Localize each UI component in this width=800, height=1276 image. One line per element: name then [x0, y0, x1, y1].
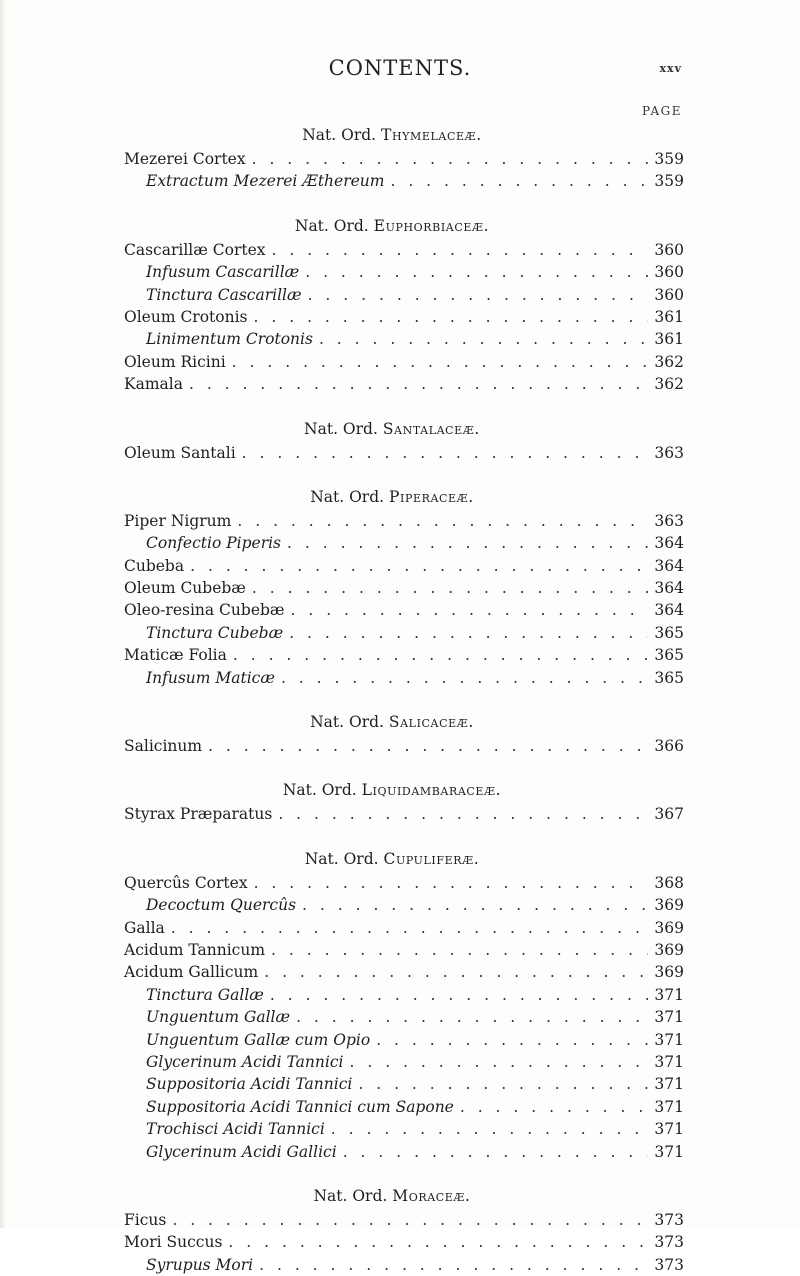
entry-title: Suppositoria Acidi Tannici cum Sapone	[146, 1097, 454, 1116]
section-heading	[124, 213, 684, 239]
entry-page-number: 364	[654, 579, 684, 598]
contents-entry[interactable]	[124, 917, 684, 939]
entry-title: Syrupus Mori	[146, 1255, 254, 1274]
section-heading-prefix: Nat. Ord.	[294, 216, 369, 235]
dot-leader	[331, 1118, 648, 1140]
contents-entry[interactable]	[124, 555, 684, 577]
section-heading	[124, 416, 684, 442]
page-column-label: PAGE	[642, 104, 682, 118]
section-heading-order: Thymelaceæ.	[381, 126, 482, 144]
dot-leader	[349, 1051, 648, 1073]
section-heading	[124, 846, 684, 872]
section-heading-prefix: Nat. Ord.	[304, 849, 379, 868]
contents-list	[124, 116, 684, 1276]
contents-entry[interactable]	[124, 803, 684, 825]
section-heading-order: Piperaceæ.	[388, 487, 474, 506]
section-heading-prefix: Nat. Ord.	[310, 713, 384, 732]
entry-page-number: 373	[654, 1255, 684, 1274]
entry-page-number: 369	[654, 940, 684, 959]
entry-title: Galla	[124, 918, 165, 937]
entry-title: Quercûs Cortex	[124, 873, 248, 892]
dot-leader	[390, 170, 648, 192]
entry-title: Extractum Mezerei Æthereum	[146, 172, 385, 191]
contents-section	[124, 757, 684, 825]
contents-entry[interactable]	[124, 1096, 684, 1118]
entry-title: Ficus	[124, 1210, 167, 1229]
entry-page-number: 365	[654, 623, 684, 642]
section-heading	[124, 777, 684, 803]
dot-leader	[270, 984, 648, 1006]
contents-entry[interactable]	[124, 984, 684, 1006]
entry-page-number: 365	[654, 668, 684, 687]
contents-entry[interactable]	[124, 261, 684, 283]
dot-leader	[233, 644, 648, 666]
entry-page-number: 365	[654, 646, 684, 665]
entry-title: Glycerinum Acidi Tannici	[146, 1052, 344, 1071]
entry-page-number: 371	[654, 985, 684, 1004]
section-heading	[124, 484, 684, 510]
contents-section	[124, 396, 684, 464]
section-spacer	[124, 689, 684, 703]
section-heading-prefix: Nat. Ord.	[302, 126, 377, 144]
entry-title: Tinctura Gallæ	[146, 985, 264, 1004]
entry-title: Cascarillæ Cortex	[124, 240, 266, 259]
entry-title: Oleum Santali	[124, 443, 236, 462]
contents-entry[interactable]	[124, 306, 684, 328]
dot-leader	[289, 622, 648, 644]
section-heading-prefix: Nat. Ord.	[313, 1186, 388, 1205]
entry-title: Oleum Ricini	[124, 352, 226, 371]
dot-leader	[281, 667, 648, 689]
entry-page-number: 369	[654, 896, 684, 915]
contents-entry[interactable]	[124, 510, 684, 532]
section-spacer	[124, 396, 684, 410]
entry-title: Piper Nigrum	[124, 511, 232, 530]
dot-leader	[254, 306, 648, 328]
entry-page-number: 364	[654, 556, 684, 575]
entry-page-number: 361	[654, 330, 684, 349]
contents-entry[interactable]	[124, 735, 684, 757]
contents-entry[interactable]	[124, 532, 684, 554]
dot-leader	[237, 510, 648, 532]
dot-leader	[319, 328, 648, 350]
section-heading-prefix: Nat. Ord.	[304, 419, 378, 438]
contents-entry[interactable]	[124, 872, 684, 894]
contents-entry[interactable]	[124, 148, 684, 170]
dot-leader	[252, 577, 648, 599]
page-binding-shadow	[0, 0, 6, 1228]
entry-page-number: 360	[654, 285, 684, 304]
section-heading	[124, 709, 684, 735]
dot-leader	[171, 917, 648, 939]
contents-section	[124, 689, 684, 757]
running-head-title: CONTENTS.	[328, 56, 472, 80]
dot-leader	[278, 803, 648, 825]
contents-entry[interactable]	[124, 894, 684, 916]
dot-leader	[272, 239, 649, 261]
entry-page-number: 369	[654, 918, 684, 937]
entry-title: Oleum Crotonis	[124, 307, 248, 326]
entry-page-number: 371	[654, 1008, 684, 1027]
dot-leader	[460, 1096, 648, 1118]
entry-page-number: 362	[654, 375, 684, 394]
entry-page-number: 362	[654, 352, 684, 371]
entry-title: Maticæ Folia	[124, 646, 227, 665]
dot-leader	[376, 1029, 648, 1051]
entry-title: Styrax Præparatus	[124, 805, 273, 824]
dot-leader	[308, 284, 648, 306]
section-spacer	[124, 464, 684, 478]
contents-entry[interactable]	[124, 442, 684, 464]
entry-title: Acidum Gallicum	[124, 963, 259, 982]
entry-page-number: 360	[654, 240, 684, 259]
section-heading-order: Santalaceæ.	[382, 419, 480, 438]
entry-title: Trochisci Acidi Tannici	[146, 1120, 325, 1139]
dot-leader	[252, 148, 648, 170]
contents-entry[interactable]	[124, 644, 684, 666]
contents-section	[124, 122, 684, 193]
entry-title: Infusum Cascarillæ	[146, 263, 300, 282]
dot-leader	[343, 1141, 648, 1163]
contents-entry[interactable]	[124, 284, 684, 306]
contents-entry[interactable]	[124, 239, 684, 261]
entry-title: Unguentum Gallæ	[146, 1008, 291, 1027]
dot-leader	[296, 1006, 648, 1028]
entry-title: Infusum Maticæ	[146, 668, 275, 687]
contents-section	[124, 1163, 684, 1276]
entry-page-number: 359	[654, 172, 684, 191]
contents-entry[interactable]	[124, 599, 684, 621]
entry-page-number: 368	[654, 873, 684, 892]
contents-entry[interactable]	[124, 1141, 684, 1163]
entry-page-number: 366	[654, 737, 684, 756]
contents-entry[interactable]	[124, 328, 684, 350]
entry-page-number: 371	[654, 1075, 684, 1094]
contents-entry[interactable]	[124, 1029, 684, 1051]
contents-entry[interactable]	[124, 373, 684, 395]
entry-title: Mezerei Cortex	[124, 150, 246, 168]
contents-entry[interactable]	[124, 939, 684, 961]
section-spacer	[124, 193, 684, 207]
entry-page-number: 371	[654, 1097, 684, 1116]
entry-title: Confectio Piperis	[146, 534, 282, 553]
entry-title: Cubeba	[124, 556, 185, 575]
dot-leader	[189, 373, 648, 395]
contents-entry[interactable]	[124, 1231, 684, 1253]
section-heading-order: Liquidambaraceæ.	[361, 781, 502, 800]
page-number: xxv	[659, 62, 682, 75]
contents-entry[interactable]	[124, 577, 684, 599]
dot-leader	[264, 961, 648, 983]
dot-leader	[242, 442, 648, 464]
section-spacer	[124, 757, 684, 771]
section-heading	[124, 122, 684, 148]
entry-title: Linimentum Crotonis	[146, 330, 313, 349]
entry-title: Kamala	[124, 375, 183, 394]
contents-entry[interactable]	[124, 1254, 684, 1276]
contents-entry[interactable]	[124, 1118, 684, 1140]
section-spacer	[124, 826, 684, 840]
contents-entry[interactable]	[124, 622, 684, 644]
contents-entry[interactable]	[124, 961, 684, 983]
contents-section	[124, 826, 684, 1163]
section-heading-order: Salicaceæ.	[388, 713, 474, 732]
entry-title: Unguentum Gallæ cum Opio	[146, 1030, 371, 1049]
contents-entry[interactable]	[124, 1051, 684, 1073]
entry-page-number: 367	[654, 805, 684, 824]
section-heading-order: Moraceæ.	[392, 1186, 471, 1205]
section-heading-prefix: Nat. Ord.	[282, 781, 357, 800]
entry-title: Decoctum Quercûs	[146, 896, 297, 915]
entry-page-number: 359	[654, 150, 684, 168]
section-heading	[124, 1183, 684, 1209]
entry-title: Salicinum	[124, 737, 203, 756]
entry-page-number: 373	[654, 1233, 684, 1252]
entry-title: Acidum Tannicum	[124, 940, 266, 959]
entry-page-number: 361	[654, 307, 684, 326]
contents-entry[interactable]	[124, 351, 684, 373]
entry-title: Oleo-resina Cubebæ	[124, 601, 285, 620]
entry-title: Oleum Cubebæ	[124, 579, 246, 598]
entry-page-number: 371	[654, 1120, 684, 1139]
contents-entry[interactable]	[124, 667, 684, 689]
entry-page-number: 369	[654, 963, 684, 982]
dot-leader	[228, 1231, 648, 1253]
contents-entry[interactable]	[124, 1073, 684, 1095]
entry-page-number: 373	[654, 1210, 684, 1229]
section-heading-prefix: Nat. Ord.	[310, 487, 385, 506]
dot-leader	[259, 1254, 648, 1276]
entry-page-number: 364	[654, 601, 684, 620]
dot-leader	[287, 532, 648, 554]
dot-leader	[290, 599, 648, 621]
entry-page-number: 364	[654, 534, 684, 553]
entry-title: Glycerinum Acidi Gallici	[146, 1142, 337, 1161]
entry-page-number: 371	[654, 1052, 684, 1071]
dot-leader	[358, 1073, 648, 1095]
contents-section	[124, 193, 684, 396]
dot-leader	[208, 735, 648, 757]
entry-title: Suppositoria Acidi Tannici	[146, 1075, 353, 1094]
section-heading-order: Euphorbiaceæ.	[373, 216, 490, 235]
dot-leader	[254, 872, 648, 894]
dot-leader	[271, 939, 648, 961]
entry-page-number: 371	[654, 1142, 684, 1161]
entry-title: Mori Succus	[124, 1233, 223, 1252]
contents-entry[interactable]	[124, 1006, 684, 1028]
entry-page-number: 360	[654, 263, 684, 282]
dot-leader	[302, 894, 648, 916]
section-heading-order: Cupuliferæ.	[383, 849, 480, 868]
contents-section	[124, 464, 684, 689]
entry-page-number: 363	[654, 443, 684, 462]
entry-page-number: 363	[654, 511, 684, 530]
dot-leader	[305, 261, 648, 283]
entry-page-number: 371	[654, 1030, 684, 1049]
entry-title: Tinctura Cubebæ	[146, 623, 284, 642]
section-spacer	[124, 1163, 684, 1177]
dot-leader	[232, 351, 648, 373]
dot-leader	[190, 555, 648, 577]
entry-title: Tinctura Cascarillæ	[146, 285, 302, 304]
contents-entry[interactable]	[124, 170, 684, 192]
